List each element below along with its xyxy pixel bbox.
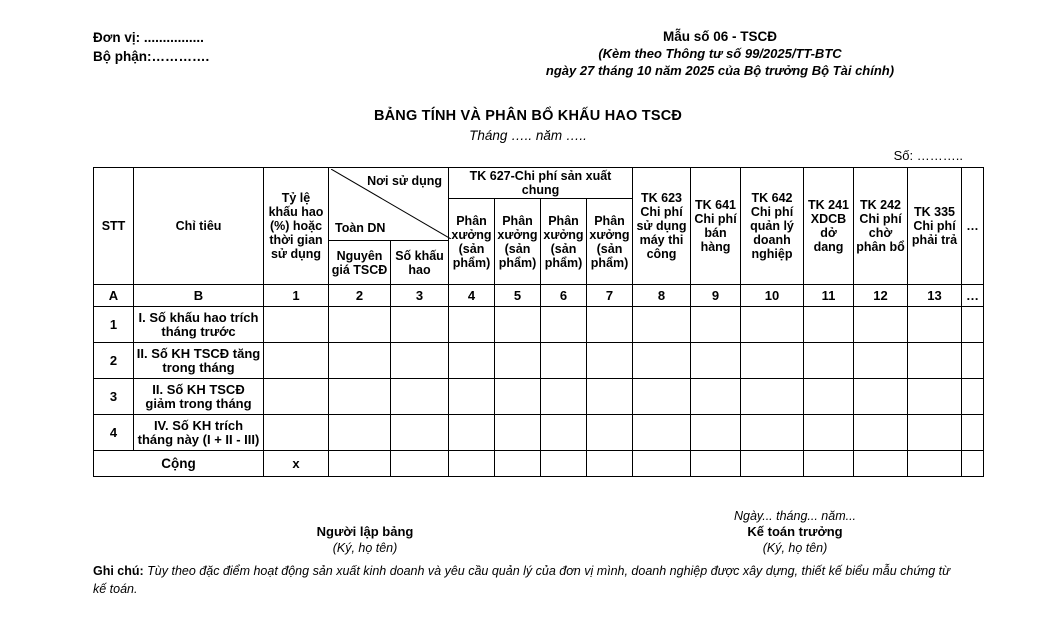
header-etc: …	[962, 168, 984, 285]
cell-tk242[interactable]	[854, 415, 908, 451]
table-row	[94, 379, 984, 415]
total-workshop-1[interactable]	[449, 451, 495, 477]
circular-line-1: (Kèm theo Thông tư số 99/2025/TT-BTC	[598, 46, 842, 61]
form-reference-block	[500, 28, 940, 79]
preparer-role: Người lập bảng	[316, 524, 414, 539]
document-title-block	[0, 108, 1056, 143]
page-title: BẢNG TÍNH VÀ PHÂN BỔ KHẤU HAO TSCĐ	[373, 108, 683, 124]
total-workshop-4[interactable]	[587, 451, 633, 477]
colnum-etc: …	[962, 285, 984, 307]
signature-block-chief-accountant	[680, 508, 910, 556]
header-workshop-3: Phân xưởng (sản phẩm)	[541, 199, 587, 285]
cell-tk241[interactable]	[804, 415, 854, 451]
header-tk641: TK 641 Chi phí bán hàng	[691, 168, 741, 285]
cell-tk335[interactable]	[908, 379, 962, 415]
cell-workshop-2[interactable]	[495, 415, 541, 451]
total-tk623[interactable]	[633, 451, 691, 477]
row-index: 2	[94, 343, 134, 379]
colnum-4: 4	[449, 285, 495, 307]
footnote-label: Ghi chú:	[93, 564, 144, 578]
cell-tk642[interactable]	[741, 343, 804, 379]
header-tk241: TK 241 XDCB dở dang	[804, 168, 854, 285]
footnote-text: Tùy theo đặc điểm hoạt động sản xuất kinh doanh và yêu cầu quản lý của đơn vị mình, doanh nghiệp được xây dựng, thiết kế biểu mẫu chứng từ kế toán.	[93, 564, 951, 596]
cell-tk623[interactable]	[633, 343, 691, 379]
cell-rate[interactable]	[264, 415, 329, 451]
footnote	[93, 562, 965, 598]
depreciation-allocation-table	[93, 167, 984, 477]
total-rate-value: x	[264, 451, 329, 477]
cell-depreciation-amount[interactable]	[391, 379, 449, 415]
colnum-12: 12	[854, 285, 908, 307]
cell-tk641[interactable]	[691, 343, 741, 379]
row-label: II. Số KH TSCĐ giảm trong tháng	[134, 379, 264, 415]
total-workshop-3[interactable]	[541, 451, 587, 477]
cell-tk241[interactable]	[804, 307, 854, 343]
cell-tk623[interactable]	[633, 415, 691, 451]
table-header-row-1	[94, 168, 984, 199]
header-depreciation-rate: Tỷ lệ khấu hao (%) hoặc thời gian sử dụng	[264, 168, 329, 285]
document-number: Số: ………..	[893, 148, 963, 163]
unit-line: Đơn vị: ................	[93, 30, 204, 45]
header-usage-place-label: Nơi sử dụng	[367, 174, 442, 188]
cell-tk642[interactable]	[741, 307, 804, 343]
title-period: Tháng ….. năm …..	[469, 128, 587, 143]
department-line: Bộ phận:………….	[93, 49, 210, 64]
header-workshop-1: Phân xưởng (sản phẩm)	[449, 199, 495, 285]
header-tk627-group: TK 627-Chi phí sản xuất chung	[449, 168, 633, 199]
total-tk642[interactable]	[741, 451, 804, 477]
colnum-B: B	[134, 285, 264, 307]
colnum-8: 8	[633, 285, 691, 307]
signature-date-line: Ngày... tháng... năm...	[733, 509, 857, 523]
colnum-6: 6	[541, 285, 587, 307]
row-label: I. Số khấu hao trích tháng trước	[134, 307, 264, 343]
cell-workshop-4[interactable]	[587, 379, 633, 415]
row-index: 3	[94, 379, 134, 415]
row-label: IV. Số KH trích tháng này (I + II - III)	[134, 415, 264, 451]
cell-tk623[interactable]	[633, 379, 691, 415]
cell-workshop-1[interactable]	[449, 379, 495, 415]
total-depreciation-amount[interactable]	[391, 451, 449, 477]
cell-workshop-3[interactable]	[541, 343, 587, 379]
cell-workshop-4[interactable]	[587, 343, 633, 379]
cell-workshop-1[interactable]	[449, 415, 495, 451]
colnum-9: 9	[691, 285, 741, 307]
cell-workshop-2[interactable]	[495, 343, 541, 379]
total-tk335[interactable]	[908, 451, 962, 477]
colnum-2: 2	[329, 285, 391, 307]
colnum-A: A	[94, 285, 134, 307]
cell-tk641[interactable]	[691, 379, 741, 415]
header-workshop-2: Phân xưởng (sản phẩm)	[495, 199, 541, 285]
total-tk242[interactable]	[854, 451, 908, 477]
cell-tk335[interactable]	[908, 415, 962, 451]
row-index: 4	[94, 415, 134, 451]
cell-tk241[interactable]	[804, 379, 854, 415]
cell-workshop-1[interactable]	[449, 307, 495, 343]
cell-etc[interactable]	[962, 307, 984, 343]
header-workshop-4: Phân xưởng (sản phẩm)	[587, 199, 633, 285]
cell-rate[interactable]	[264, 307, 329, 343]
form-code: Mẫu số 06 - TSCĐ	[662, 29, 778, 44]
table-row	[94, 343, 984, 379]
cell-rate[interactable]	[264, 343, 329, 379]
colnum-3: 3	[391, 285, 449, 307]
header-whole-company-label: Toàn DN	[335, 221, 386, 235]
row-label: II. Số KH TSCĐ tăng trong tháng	[134, 343, 264, 379]
cell-workshop-3[interactable]	[541, 379, 587, 415]
cell-original-cost[interactable]	[329, 307, 391, 343]
table-row	[94, 415, 984, 451]
cell-tk242[interactable]	[854, 343, 908, 379]
colnum-13: 13	[908, 285, 962, 307]
cell-tk335[interactable]	[908, 307, 962, 343]
cell-original-cost[interactable]	[329, 343, 391, 379]
cell-workshop-2[interactable]	[495, 307, 541, 343]
cell-original-cost[interactable]	[329, 415, 391, 451]
total-label: Cộng	[94, 451, 264, 477]
colnum-1: 1	[264, 285, 329, 307]
cell-tk242[interactable]	[854, 307, 908, 343]
cell-workshop-3[interactable]	[541, 307, 587, 343]
cell-rate[interactable]	[264, 379, 329, 415]
table-column-number-row	[94, 285, 984, 307]
cell-etc[interactable]	[962, 415, 984, 451]
unit-info-block	[93, 28, 209, 66]
total-workshop-2[interactable]	[495, 451, 541, 477]
cell-tk642[interactable]	[741, 415, 804, 451]
total-etc[interactable]	[962, 451, 984, 477]
header-tk642: TK 642 Chi phí quản lý doanh nghiệp	[741, 168, 804, 285]
colnum-10: 10	[741, 285, 804, 307]
cell-tk623[interactable]	[633, 307, 691, 343]
cell-tk642[interactable]	[741, 379, 804, 415]
cell-depreciation-amount[interactable]	[391, 343, 449, 379]
colnum-11: 11	[804, 285, 854, 307]
total-tk241[interactable]	[804, 451, 854, 477]
header-depreciation-amount: Số khấu hao	[391, 241, 449, 285]
cell-workshop-4[interactable]	[587, 415, 633, 451]
cell-workshop-3[interactable]	[541, 415, 587, 451]
table-total-row	[94, 451, 984, 477]
total-tk641[interactable]	[691, 451, 741, 477]
cell-tk641[interactable]	[691, 415, 741, 451]
cell-workshop-4[interactable]	[587, 307, 633, 343]
chief-accountant-note: (Ký, họ tên)	[762, 541, 828, 555]
cell-depreciation-amount[interactable]	[391, 415, 449, 451]
table-row	[94, 307, 984, 343]
header-stt: STT	[94, 168, 134, 285]
row-index: 1	[94, 307, 134, 343]
chief-accountant-role: Kế toán trưởng	[747, 524, 843, 539]
header-tk335: TK 335 Chi phí phải trả	[908, 168, 962, 285]
cell-original-cost[interactable]	[329, 379, 391, 415]
cell-tk641[interactable]	[691, 307, 741, 343]
signature-block-preparer	[250, 524, 480, 556]
header-usage-place-split	[329, 168, 449, 241]
header-criteria: Chỉ tiêu	[134, 168, 264, 285]
cell-tk242[interactable]	[854, 379, 908, 415]
header-tk623: TK 623 Chi phí sử dụng máy thi công	[633, 168, 691, 285]
total-original-cost[interactable]	[329, 451, 391, 477]
circular-line-2: ngày 27 tháng 10 năm 2025 của Bộ trưởng Bộ Tài chính)	[545, 63, 895, 78]
cell-workshop-2[interactable]	[495, 379, 541, 415]
header-tk242: TK 242 Chi phí chờ phân bổ	[854, 168, 908, 285]
cell-tk335[interactable]	[908, 343, 962, 379]
cell-etc[interactable]	[962, 379, 984, 415]
colnum-5: 5	[495, 285, 541, 307]
cell-tk241[interactable]	[804, 343, 854, 379]
header-original-cost: Nguyên giá TSCĐ	[329, 241, 391, 285]
cell-workshop-1[interactable]	[449, 343, 495, 379]
colnum-7: 7	[587, 285, 633, 307]
preparer-note: (Ký, họ tên)	[332, 541, 398, 555]
cell-etc[interactable]	[962, 343, 984, 379]
cell-depreciation-amount[interactable]	[391, 307, 449, 343]
